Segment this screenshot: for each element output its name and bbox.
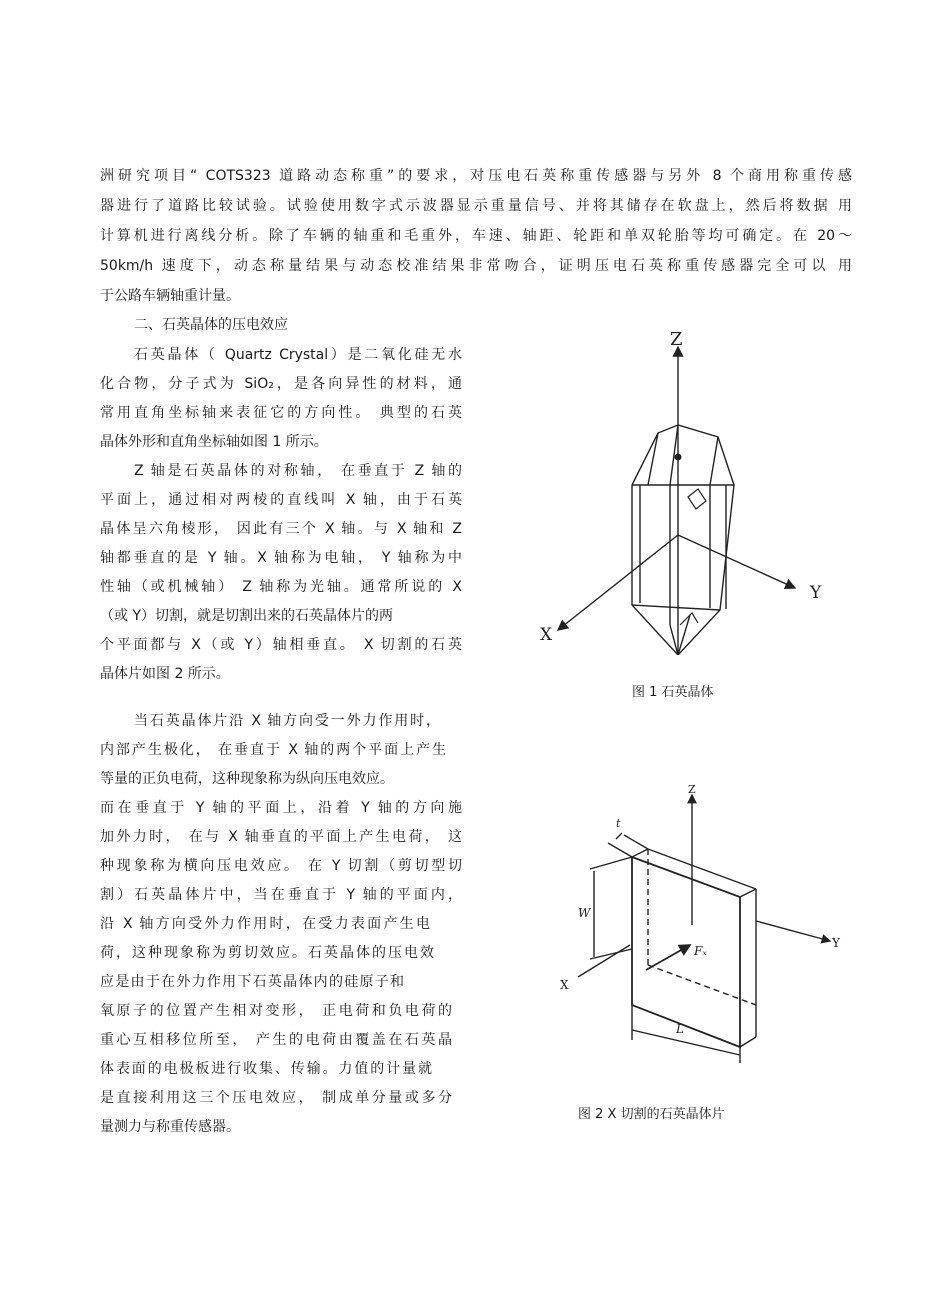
text-line: 晶体外形和直角坐标轴如图 1 所示。 bbox=[100, 434, 328, 450]
axis-z-label: Z bbox=[670, 329, 683, 350]
width-label: W bbox=[578, 906, 591, 920]
text-line: 氧原子的位置产生相对变形， 正电荷和负电荷的 bbox=[100, 1003, 452, 1019]
text-line: 轴都垂直的是 Y 轴。X 轴称为电轴， Y 轴称为中 bbox=[100, 550, 462, 566]
text-line: 重心互相移位所至， 产生的电荷由覆盖在石英晶 bbox=[100, 1032, 452, 1048]
text-line: 常用直角坐标轴来表征它的方向性。 典型的石英 bbox=[100, 405, 462, 421]
force-label: Fₓ bbox=[694, 944, 707, 958]
text-line: 种现象称为横向压电效应。 在 Y 切割（剪切型切 bbox=[100, 858, 462, 874]
axis-z-label: Z bbox=[688, 785, 696, 796]
text-line: 计算机进行离线分析。除了车辆的轴重和毛重外，车速、轴距、轮距和单双轮胎等均可确定。在 20～ bbox=[100, 228, 852, 244]
length-label: L bbox=[676, 1022, 684, 1036]
text-line: 器进行了道路比较试验。试验使用数字式示波器显示重量信号、并将其储存在软盘上，然后将数据 用 bbox=[100, 198, 852, 214]
text-line: Z 轴是石英晶体的对称轴， 在垂直于 Z 轴的 bbox=[134, 463, 462, 479]
text-line: 化合物，分子式为 SiO₂，是各向异性的材料，通 bbox=[100, 376, 462, 392]
figure-2-x-cut-plate bbox=[550, 785, 850, 1075]
text-line: 内部产生极化， 在垂直于 X 轴的两个平面上产生 bbox=[100, 742, 446, 758]
text-line: 应是由于在外力作用下石英晶体内的硅原子和 bbox=[100, 974, 404, 990]
text-line: 晶体呈六角棱形， 因此有三个 X 轴。与 X 轴和 Z bbox=[100, 521, 462, 537]
axis-x-label: X bbox=[560, 978, 569, 992]
text-line: 当石英晶体片沿 X 轴方向受一外力作用时， bbox=[134, 713, 440, 729]
text-line: 50km/h 速度下，动态称量结果与动态校准结果非常吻合，证明压电石英称重传感器完全可以 用 bbox=[100, 258, 852, 274]
section-heading: 二、石英晶体的压电效应 bbox=[134, 317, 288, 333]
axis-y-label: Y bbox=[832, 936, 840, 950]
axis-x-label: X bbox=[540, 625, 553, 645]
thickness-label: t bbox=[616, 817, 621, 830]
text-line: 加外力时， 在与 X 轴垂直的平面上产生电荷， 这 bbox=[100, 829, 462, 845]
text-line: 量测力与称重传感器。 bbox=[100, 1119, 240, 1135]
text-line: 个平面都与 X（或 Y）轴相垂直。 X 切割的石英 bbox=[100, 637, 462, 653]
text-line: 晶体片如图 2 所示。 bbox=[100, 666, 230, 682]
text-line: 平面上，通过相对两棱的直线叫 X 轴，由于石英 bbox=[100, 492, 462, 508]
axis-y-label: Y bbox=[810, 583, 822, 603]
text-line: 是直接利用这三个压电效应， 制成单分量或多分 bbox=[100, 1090, 452, 1106]
text-line: 体表面的电极板进行收集、传输。力值的计量就 bbox=[100, 1061, 432, 1077]
text-line: 性轴（或机械轴） Z 轴称为光轴。通常所说的 X bbox=[100, 579, 462, 595]
text-line: 石英晶体（ Quartz Crystal）是二氧化硅无水 bbox=[134, 347, 462, 363]
figure-1-caption: 图 1 石英晶体 bbox=[632, 685, 714, 700]
text-line: 而在垂直于 Y 轴的平面上，沿着 Y 轴的方向施 bbox=[100, 800, 462, 816]
figure-1-quartz-crystal bbox=[520, 325, 840, 655]
text-line: 洲研究项目“ COTS323 道路动态称重”的要求，对压电石英称重传感器与另外 8 个商用称重传感 bbox=[100, 168, 852, 184]
center-dot bbox=[675, 454, 682, 461]
text-line: （或 Y）切割，就是切割出来的石英晶体片的两 bbox=[100, 608, 394, 624]
text-line: 割）石英晶体片中，当在垂直于 Y 轴的平面内， bbox=[100, 887, 462, 903]
text-line: 于公路车辆轴重计量。 bbox=[100, 288, 240, 304]
text-line: 荷，这种现象称为剪切效应。石英晶体的压电效 bbox=[100, 945, 434, 961]
figure-2-caption: 图 2 X 切割的石英晶体片 bbox=[578, 1107, 725, 1122]
text-line: 沿 X 轴方向受外力作用时，在受力表面产生电 bbox=[100, 916, 430, 932]
text-line: 等量的正负电荷，这种现象称为纵向压电效应。 bbox=[100, 771, 394, 787]
